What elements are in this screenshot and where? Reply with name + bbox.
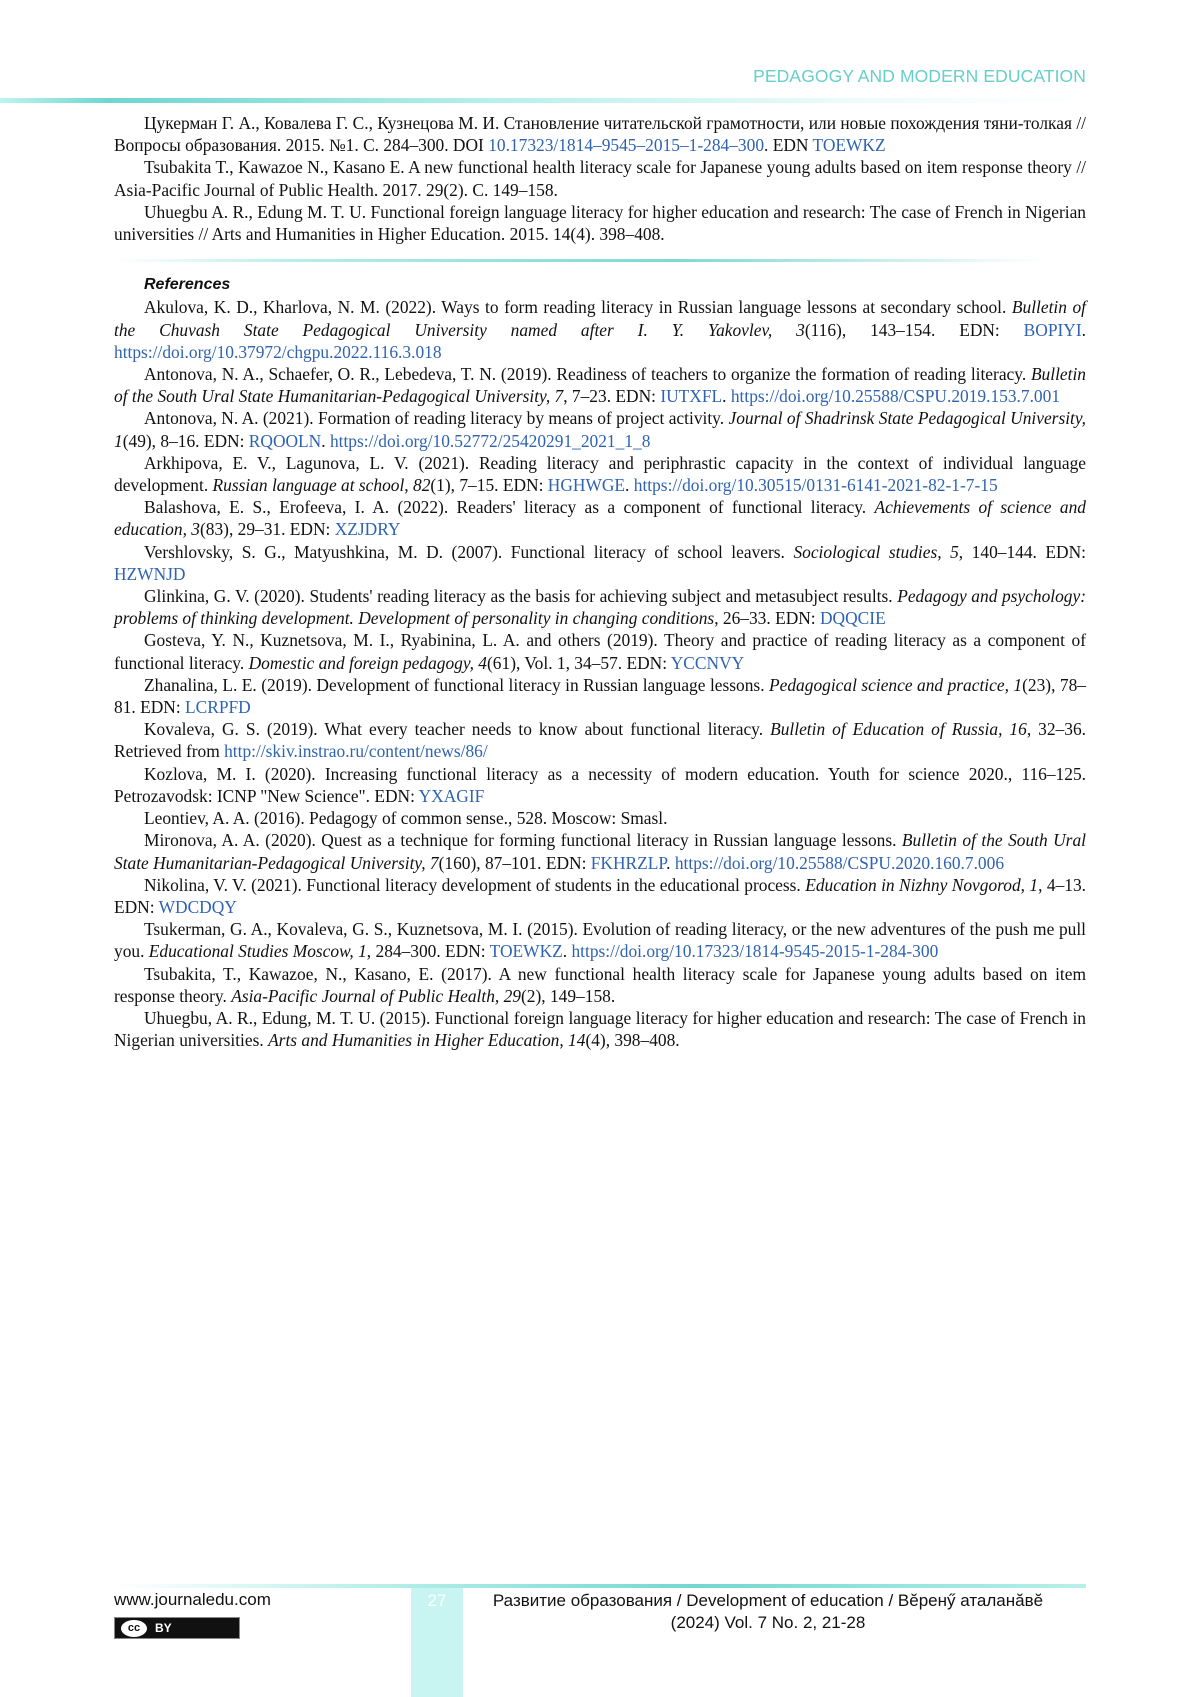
reference-text: (4), 398–408.	[585, 1030, 679, 1050]
reference-text: .	[563, 941, 572, 961]
reference-source-title: Russian language at school, 82	[213, 475, 431, 495]
reference-source-title: Educational Studies Moscow, 1	[149, 941, 367, 961]
reference-link[interactable]: https://doi.org/10.37972/chgpu.2022.116.3.018	[114, 342, 442, 362]
reference-link[interactable]: https://doi.org/10.30515/0131-6141-2021-82-1-7-15	[634, 475, 998, 495]
reference-text: Vershlovsky, S. G., Matyushkina, M. D. (2007). Functional literacy of school leavers.	[144, 542, 793, 562]
reference-entry	[114, 918, 1086, 962]
reference-entry	[114, 674, 1086, 718]
reference-source-title: Journal of Shadrinsk State Pedagogical University, 1	[114, 408, 1086, 450]
reference-text: Antonova, N. A. (2021). Formation of reading literacy by means of project activity.	[144, 408, 728, 428]
reference-entry	[114, 452, 1086, 496]
reference-entry	[114, 874, 1086, 918]
reference-text: Leontiev, A. A. (2016). Pedagogy of common sense., 528. Moscow: Smasl.	[144, 808, 667, 828]
reference-text: , 284–300. EDN:	[367, 941, 490, 961]
reference-source-title: Education in Nizhny Novgorod, 1	[805, 875, 1038, 895]
reference-text: Uhuegbu A. R., Edung M. T. U. Functional foreign language literacy for higher education and research: The case of French in Nigerian universities // Arts and Humanities in Higher Education. 2015. 14(4). 398–408.	[114, 202, 1086, 244]
reference-entry	[114, 763, 1086, 807]
header-rule	[0, 98, 1086, 103]
reference-link[interactable]: https://doi.org/10.25588/CSPU.2020.160.7.006	[675, 853, 1004, 873]
reference-source-title: Pedagogical science and practice, 1	[769, 675, 1022, 695]
reference-source-title: Domestic and foreign pedagogy, 4	[249, 653, 487, 673]
reference-text: Uhuegbu, A. R., Edung, M. T. U. (2015). Functional foreign language literacy for higher education and research: The case of French in Nigerian universities.	[114, 1008, 1086, 1050]
journal-issue-line: (2024) Vol. 7 No. 2, 21-28	[470, 1612, 1066, 1634]
reference-text: , 140–144. EDN:	[959, 542, 1086, 562]
reference-link[interactable]: TOEWKZ	[490, 941, 563, 961]
reference-source-title: Asia-Pacific Journal of Public Health, 29	[231, 986, 521, 1006]
reference-text: (160), 87–101. EDN:	[439, 853, 591, 873]
reference-text: Glinkina, G. V. (2020). Students' reading literacy as the basis for achieving subject and metasubject results.	[144, 586, 897, 606]
reference-entry	[114, 201, 1086, 245]
reference-text: (1), 7–15. EDN:	[430, 475, 547, 495]
reference-link[interactable]: FKHRZLP	[591, 853, 666, 873]
reference-link[interactable]: HZWNJD	[114, 564, 185, 584]
reference-source-title: Sociological studies, 5	[793, 542, 958, 562]
reference-list	[114, 112, 1086, 1051]
reference-link[interactable]: YXAGIF	[419, 786, 485, 806]
section-divider	[114, 259, 1046, 262]
page-number: 27	[411, 1591, 463, 1611]
reference-text: .	[722, 386, 731, 406]
reference-source-title: Pedagogy and psychology: problems of thinking development. Development of personality in changing conditions	[114, 586, 1086, 628]
reference-text: (2), 149–158.	[521, 986, 615, 1006]
reference-link[interactable]: XZJDRY	[335, 519, 401, 539]
reference-link[interactable]: LCRPFD	[185, 697, 251, 717]
reference-text: Nikolina, V. V. (2021). Functional literacy development of students in the educational process.	[144, 875, 805, 895]
reference-link[interactable]: YCCNVY	[671, 653, 744, 673]
journal-citation-footer	[470, 1590, 1066, 1634]
reference-link[interactable]: WDCDQY	[159, 897, 237, 917]
cc-by-license-badge[interactable]	[114, 1617, 240, 1639]
reference-text: Arkhipova, E. V., Lagunova, L. V. (2021). Reading literacy and periphrastic capacity in the context of individual language development.	[114, 453, 1086, 495]
reference-text: , 26–33. EDN:	[714, 608, 820, 628]
reference-link[interactable]: https://doi.org/10.17323/1814-9545-2015-1-284-300	[571, 941, 938, 961]
running-header-journal-title: PEDAGOGY AND MODERN EDUCATION	[753, 66, 1086, 87]
reference-text: (49), 8–16. EDN:	[123, 431, 249, 451]
reference-link[interactable]: http://skiv.instrao.ru/content/news/86/	[224, 741, 488, 761]
reference-text: Mironova, A. A. (2020). Quest as a technique for forming functional literacy in Russian language lessons.	[144, 830, 902, 850]
reference-text: Kovaleva, G. S. (2019). What every teacher needs to know about functional literacy.	[144, 719, 770, 739]
reference-text: Antonova, N. A., Schaefer, O. R., Lebedeva, T. N. (2019). Readiness of teachers to organize the formation of reading literacy.	[144, 364, 1031, 384]
reference-source-title: Bulletin of the South Ural State Humanitarian-Pedagogical University, 7	[114, 830, 1086, 872]
reference-link[interactable]: BOPIYI	[1024, 320, 1082, 340]
reference-entry	[114, 496, 1086, 540]
reference-link[interactable]: IUTXFL	[660, 386, 722, 406]
reference-text: .	[625, 475, 634, 495]
reference-link[interactable]: RQOOLN	[249, 431, 321, 451]
reference-link[interactable]: 10.17323/1814–9545–2015–1-284–300	[488, 135, 764, 155]
reference-text: .	[321, 431, 330, 451]
reference-text: , 7–23. EDN:	[563, 386, 660, 406]
reference-text: Tsukerman, G. A., Kovaleva, G. S., Kuznetsova, M. I. (2015). Evolution of reading literacy, or the new adventures of the push me pull you.	[114, 919, 1086, 961]
reference-text: Tsubakita T., Kawazoe N., Kasano E. A new functional health literacy scale for Japanese young adults based on item response theory // Asia-Pacific Journal of Public Health. 2017. 29(2). C. 149–158.	[114, 157, 1086, 199]
reference-entry	[114, 156, 1086, 200]
reference-link[interactable]: DQQCIE	[820, 608, 886, 628]
reference-source-title: Bulletin of the Chuvash State Pedagogical University named after I. Y. Yakovlev, 3	[114, 297, 1086, 339]
reference-text: (23), 78–81. EDN:	[114, 675, 1086, 717]
reference-source-title: Bulletin of Education of Russia, 16	[770, 719, 1027, 739]
footer-rule	[114, 1584, 1086, 1588]
reference-text: Kozlova, M. I. (2020). Increasing functional literacy as a necessity of modern education. Youth for science 2020., 116–125. Petrozavodsk: ICNP "New Science". EDN:	[114, 764, 1086, 806]
reference-source-title: Bulletin of the South Ural State Humanitarian-Pedagogical University, 7	[114, 364, 1086, 406]
reference-entry	[114, 541, 1086, 585]
reference-entry	[114, 296, 1086, 363]
reference-text: Tsubakita, T., Kawazoe, N., Kasano, E. (2017). A new functional health literacy scale for Japanese young adults based on item response theory.	[114, 964, 1086, 1006]
reference-entry	[114, 807, 1086, 829]
reference-entry	[114, 1007, 1086, 1051]
reference-entry	[114, 963, 1086, 1007]
russian-references-block	[114, 112, 1086, 245]
reference-text: , 4–13. EDN:	[114, 875, 1086, 917]
reference-text: Цукерман Г. А., Ковалева Г. С., Кузнецова М. И. Становление читательской грамотности, или новые похожде­ния тяни-толкая // Вопросы образования. 2015. №1. С. 284–300. DOI	[114, 113, 1086, 155]
reference-text: , 32–36. Retrieved from	[114, 719, 1086, 761]
reference-entry	[114, 363, 1086, 407]
journal-website-link[interactable]: www.journaledu.com	[114, 1590, 271, 1610]
reference-link[interactable]: https://doi.org/10.52772/25420291_2021_1_8	[330, 431, 650, 451]
reference-text: Akulova, K. D., Kharlova, N. M. (2022). Ways to form reading literacy in Russian language lessons at secondary school.	[144, 297, 1012, 317]
reference-text: Balashova, E. S., Erofeeva, I. A. (2022). Readers' literacy as a component of functional literacy.	[144, 497, 875, 517]
reference-text: Gosteva, Y. N., Kuznetsova, M. I., Ryabinina, L. A. and others (2019). Theory and practice of reading literacy as a component of functional literacy.	[114, 630, 1086, 672]
reference-text: .	[666, 853, 675, 873]
english-references-block	[114, 296, 1086, 1051]
reference-text: .	[1082, 320, 1086, 340]
reference-entry	[114, 718, 1086, 762]
reference-link[interactable]: TOEWKZ	[813, 135, 886, 155]
creative-commons-icon: cc	[121, 1620, 147, 1637]
reference-link[interactable]: HGHWGE	[548, 475, 625, 495]
reference-entry	[114, 829, 1086, 873]
reference-entry	[114, 407, 1086, 451]
reference-entry	[114, 629, 1086, 673]
reference-entry	[114, 585, 1086, 629]
reference-source-title: Achievements of science and education, 3	[114, 497, 1086, 539]
reference-entry	[114, 112, 1086, 156]
reference-text: Zhanalina, L. E. (2019). Development of functional literacy in Russian language lessons.	[144, 675, 769, 695]
reference-text: (116), 143–154. EDN:	[805, 320, 1024, 340]
journal-name-line: Развитие образования / Development of education / Вӗренӳ аталанӑвӗ	[470, 1590, 1066, 1612]
reference-text: (83), 29–31. EDN:	[200, 519, 335, 539]
license-label: BY	[155, 1621, 172, 1635]
references-heading: References	[114, 274, 1086, 296]
reference-text: (61), Vol. 1, 34–57. EDN:	[487, 653, 671, 673]
reference-source-title: Arts and Humanities in Higher Education, 14	[268, 1030, 585, 1050]
reference-text: . EDN	[764, 135, 812, 155]
reference-link[interactable]: https://doi.org/10.25588/CSPU.2019.153.7.001	[731, 386, 1060, 406]
